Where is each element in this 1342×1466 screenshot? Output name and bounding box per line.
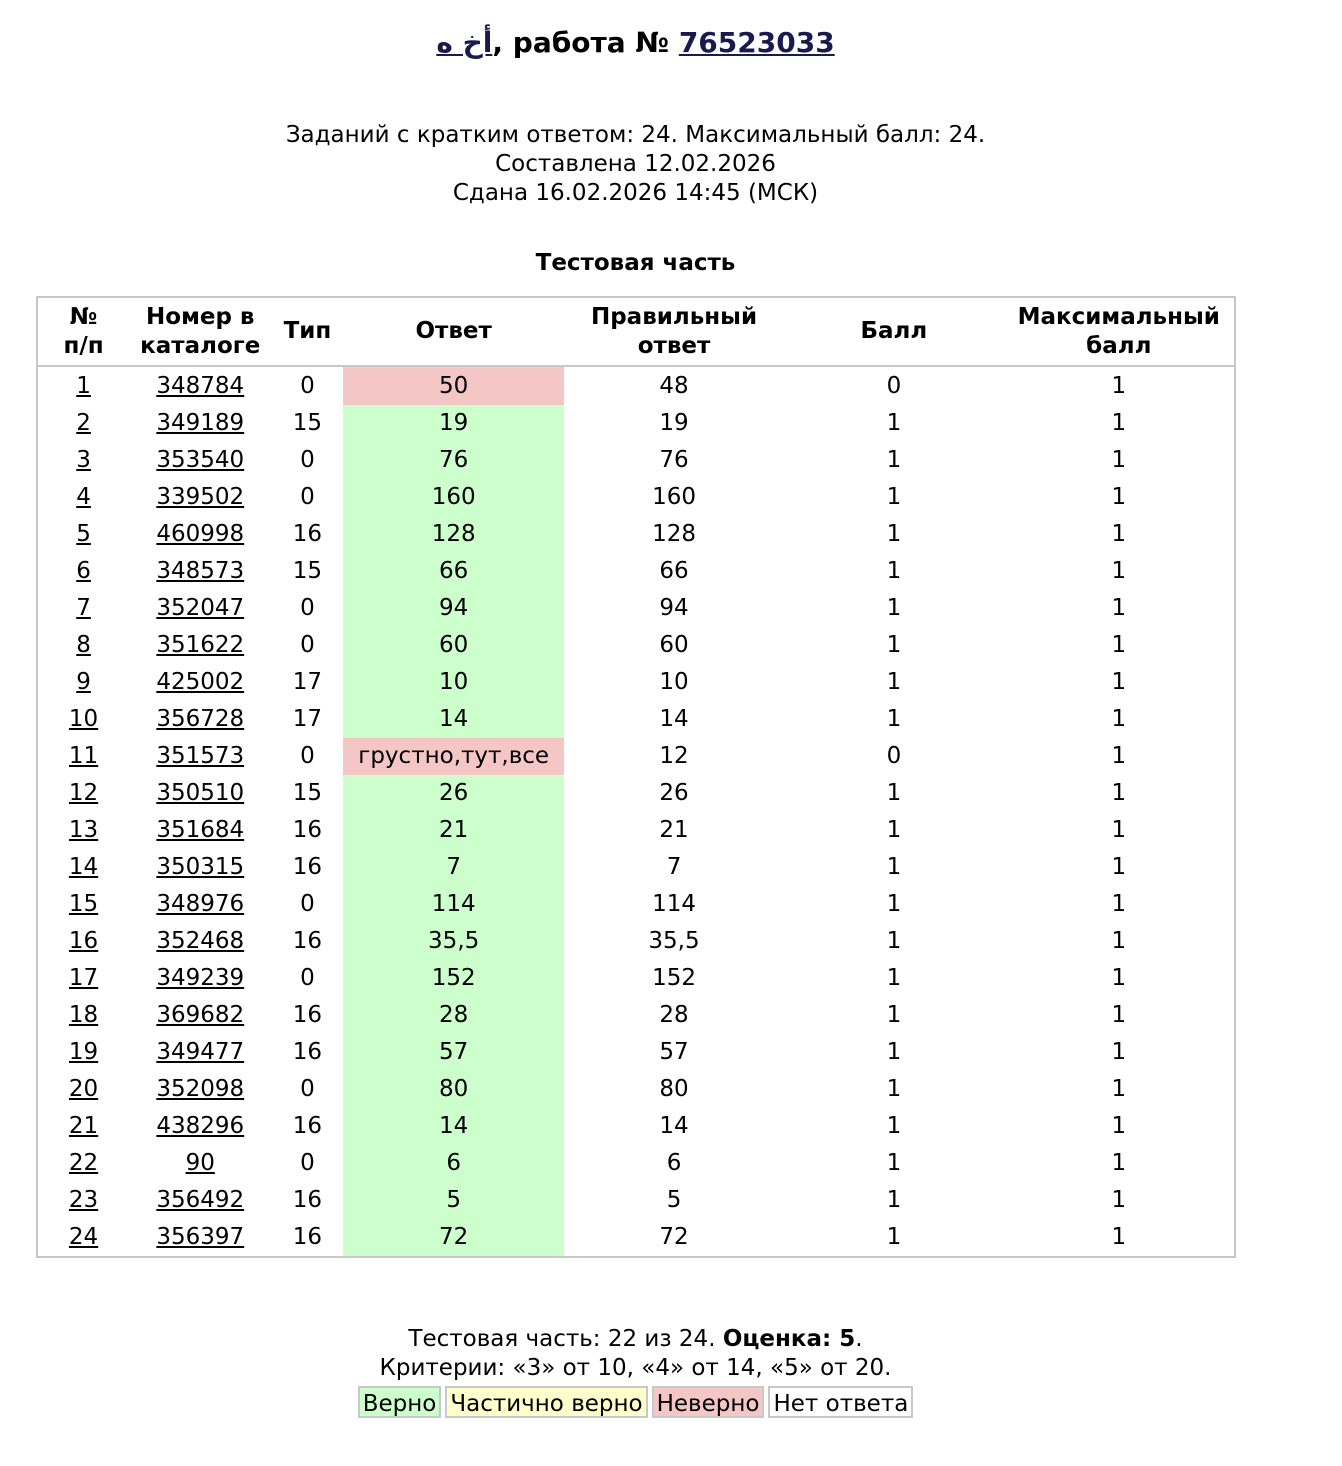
cell-score: 1 xyxy=(886,1187,902,1213)
cell-correct-answer: 66 xyxy=(659,558,689,584)
table-row xyxy=(37,1108,1235,1145)
cell-type: 16 xyxy=(292,1224,323,1250)
table-row xyxy=(37,627,1235,664)
cell-num-link[interactable]: 5 xyxy=(76,521,91,547)
cell-max-score: 1 xyxy=(1111,965,1127,991)
cell-num xyxy=(37,738,129,775)
cell-answer: 10 xyxy=(343,664,563,701)
cell-catalog-link[interactable]: 351684 xyxy=(156,817,245,843)
cell-catalog-link[interactable]: 352098 xyxy=(156,1076,245,1102)
cell-type: 0 xyxy=(300,743,315,769)
cell-score: 1 xyxy=(886,669,902,695)
cell-catalog xyxy=(129,997,271,1034)
cell-answer: 7 xyxy=(343,849,563,886)
header-num: № п/п xyxy=(37,297,129,366)
cell-catalog-link[interactable]: 352047 xyxy=(156,595,245,621)
cell-num xyxy=(37,553,129,590)
cell-num xyxy=(37,1145,129,1182)
cell-num-link[interactable]: 23 xyxy=(68,1187,99,1213)
table-row xyxy=(37,442,1235,479)
cell-correct-answer: 152 xyxy=(652,965,696,991)
cell-max-score: 1 xyxy=(1111,891,1127,917)
cell-catalog xyxy=(129,886,271,923)
cell-max-score: 1 xyxy=(1111,447,1127,473)
cell-num-link[interactable]: 7 xyxy=(76,595,91,621)
cell-answer: 80 xyxy=(343,1071,563,1108)
cell-correct-answer: 10 xyxy=(659,669,689,695)
cell-score: 0 xyxy=(886,743,902,769)
cell-max-score: 1 xyxy=(1111,928,1127,954)
cell-type: 16 xyxy=(292,1002,323,1028)
table-row xyxy=(37,923,1235,960)
summary-criteria: Критерии: «3» от 10, «4» от 14, «5» от 20. xyxy=(379,1355,892,1381)
cell-max-score: 1 xyxy=(1111,780,1127,806)
cell-correct-answer: 80 xyxy=(659,1076,689,1102)
cell-answer: 72 xyxy=(343,1219,563,1257)
cell-type: 0 xyxy=(300,891,315,917)
cell-catalog-link[interactable]: 348784 xyxy=(156,373,245,399)
cell-answer: 19 xyxy=(343,405,563,442)
table-row xyxy=(37,516,1235,553)
cell-max-score: 1 xyxy=(1111,854,1127,880)
table-row xyxy=(37,553,1235,590)
cell-answer: 114 xyxy=(343,886,563,923)
cell-catalog-link[interactable]: 438296 xyxy=(156,1113,245,1139)
cell-score: 1 xyxy=(886,1076,902,1102)
cell-type: 0 xyxy=(300,447,315,473)
cell-catalog-link[interactable]: 353540 xyxy=(156,447,245,473)
cell-answer: 76 xyxy=(343,442,563,479)
cell-type: 17 xyxy=(292,669,323,695)
cell-answer: 14 xyxy=(343,701,563,738)
summary-line xyxy=(0,1325,1271,1354)
page-title xyxy=(0,24,1271,62)
legend-wrong: Неверно xyxy=(652,1386,765,1418)
cell-num-link[interactable]: 2 xyxy=(76,410,91,436)
work-number-link[interactable]: 76523033 xyxy=(678,26,835,59)
cell-num xyxy=(37,590,129,627)
cell-correct-answer: 94 xyxy=(659,595,689,621)
cell-score: 1 xyxy=(886,595,902,621)
cell-num xyxy=(37,366,129,405)
cell-catalog xyxy=(129,664,271,701)
header-answer: Ответ xyxy=(343,297,563,366)
summary xyxy=(0,1325,1271,1383)
cell-num xyxy=(37,516,129,553)
cell-type: 16 xyxy=(292,1039,323,1065)
cell-answer: 26 xyxy=(343,775,563,812)
cell-score: 1 xyxy=(886,706,902,732)
cell-score: 1 xyxy=(886,484,902,510)
table-row xyxy=(37,738,1235,775)
cell-catalog-link[interactable]: 349239 xyxy=(156,965,245,991)
cell-correct-answer: 48 xyxy=(659,373,689,399)
header-correct: Правильный ответ xyxy=(564,297,784,366)
cell-correct-answer: 60 xyxy=(659,632,689,658)
cell-score: 1 xyxy=(886,410,902,436)
cell-num-link[interactable]: 22 xyxy=(68,1150,99,1176)
cell-answer: 60 xyxy=(343,627,563,664)
cell-num xyxy=(37,627,129,664)
cell-answer: 14 xyxy=(343,1108,563,1145)
cell-max-score: 1 xyxy=(1111,743,1127,769)
cell-score: 1 xyxy=(886,1113,902,1139)
cell-catalog xyxy=(129,479,271,516)
cell-catalog-link[interactable]: 350510 xyxy=(156,780,245,806)
table-row xyxy=(37,997,1235,1034)
cell-catalog xyxy=(129,1108,271,1145)
cell-num xyxy=(37,886,129,923)
table-row xyxy=(37,366,1235,405)
cell-answer: грустно,тут,все xyxy=(343,738,563,775)
cell-catalog-link[interactable]: 425002 xyxy=(156,669,245,695)
cell-num-link[interactable]: 19 xyxy=(68,1039,99,1065)
user-name-link[interactable]: أخ ه xyxy=(436,26,493,59)
cell-max-score: 1 xyxy=(1111,706,1127,732)
cell-catalog xyxy=(129,701,271,738)
table-row xyxy=(37,590,1235,627)
cell-catalog xyxy=(129,366,271,405)
cell-num xyxy=(37,1034,129,1071)
cell-catalog-link[interactable]: 356728 xyxy=(156,706,245,732)
cell-max-score: 1 xyxy=(1111,817,1127,843)
cell-type: 15 xyxy=(292,410,323,436)
summary-part-text: Тестовая часть: 22 из 24. xyxy=(408,1326,723,1352)
cell-type: 0 xyxy=(300,595,315,621)
cell-answer: 94 xyxy=(343,590,563,627)
cell-num-link[interactable]: 3 xyxy=(76,447,91,473)
header-type: Тип xyxy=(271,297,343,366)
cell-score: 1 xyxy=(886,1224,902,1250)
cell-correct-answer: 76 xyxy=(659,447,689,473)
table-row xyxy=(37,886,1235,923)
cell-num-link[interactable]: 15 xyxy=(68,891,99,917)
cell-catalog-link[interactable]: 348976 xyxy=(156,891,245,917)
cell-num xyxy=(37,1219,129,1257)
cell-answer: 35,5 xyxy=(343,923,563,960)
cell-catalog-link[interactable]: 351622 xyxy=(156,632,245,658)
cell-catalog xyxy=(129,775,271,812)
info-task-count: Заданий с кратким ответом: 24. Максимальный балл: 24. xyxy=(285,122,986,148)
cell-score: 1 xyxy=(886,1002,902,1028)
cell-correct-answer: 160 xyxy=(652,484,696,510)
info-created-date: Составлена 12.02.2026 xyxy=(495,151,776,177)
cell-answer: 5 xyxy=(343,1182,563,1219)
cell-num xyxy=(37,479,129,516)
cell-type: 16 xyxy=(292,521,323,547)
table-row xyxy=(37,1071,1235,1108)
cell-num xyxy=(37,1071,129,1108)
cell-catalog xyxy=(129,516,271,553)
cell-score: 1 xyxy=(886,1039,902,1065)
cell-num xyxy=(37,775,129,812)
cell-score: 1 xyxy=(886,447,902,473)
cell-type: 0 xyxy=(300,1076,315,1102)
table-header-row xyxy=(37,297,1235,366)
cell-num-link[interactable]: 11 xyxy=(68,743,99,769)
cell-num-link[interactable]: 18 xyxy=(68,1002,99,1028)
cell-correct-answer: 21 xyxy=(659,817,689,843)
table-row xyxy=(37,1219,1235,1257)
cell-num xyxy=(37,701,129,738)
table-row xyxy=(37,812,1235,849)
cell-catalog xyxy=(129,405,271,442)
cell-correct-answer: 72 xyxy=(659,1224,689,1250)
cell-type: 16 xyxy=(292,1187,323,1213)
cell-catalog xyxy=(129,1034,271,1071)
summary-grade-suffix: . xyxy=(855,1326,863,1352)
cell-catalog xyxy=(129,1219,271,1257)
cell-num-link[interactable]: 9 xyxy=(76,669,91,695)
cell-type: 17 xyxy=(292,706,323,732)
cell-num xyxy=(37,923,129,960)
cell-num-link[interactable]: 20 xyxy=(68,1076,99,1102)
legend-none: Нет ответа xyxy=(768,1386,913,1418)
cell-answer: 28 xyxy=(343,997,563,1034)
cell-type: 0 xyxy=(300,965,315,991)
cell-score: 1 xyxy=(886,1150,902,1176)
cell-catalog-link[interactable]: 352468 xyxy=(156,928,245,954)
cell-correct-answer: 26 xyxy=(659,780,689,806)
section-title: Тестовая часть xyxy=(535,250,736,276)
cell-num xyxy=(37,1182,129,1219)
cell-catalog xyxy=(129,1071,271,1108)
cell-num xyxy=(37,664,129,701)
cell-num-link[interactable]: 24 xyxy=(68,1224,99,1250)
cell-catalog xyxy=(129,923,271,960)
cell-max-score: 1 xyxy=(1111,1039,1127,1065)
header-max: Максимальный балл xyxy=(1004,297,1235,366)
cell-num xyxy=(37,960,129,997)
cell-type: 16 xyxy=(292,854,323,880)
table-row xyxy=(37,664,1235,701)
cell-num xyxy=(37,405,129,442)
cell-correct-answer: 19 xyxy=(659,410,689,436)
cell-max-score: 1 xyxy=(1111,558,1127,584)
cell-type: 0 xyxy=(300,632,315,658)
cell-score: 1 xyxy=(886,965,902,991)
cell-num-link[interactable]: 10 xyxy=(68,706,99,732)
cell-max-score: 1 xyxy=(1111,410,1127,436)
cell-max-score: 1 xyxy=(1111,484,1127,510)
cell-max-score: 1 xyxy=(1111,632,1127,658)
cell-type: 0 xyxy=(300,1150,315,1176)
cell-num-link[interactable]: 8 xyxy=(76,632,91,658)
cell-catalog-link[interactable]: 348573 xyxy=(156,558,245,584)
cell-answer: 128 xyxy=(343,516,563,553)
legend xyxy=(0,1386,1271,1418)
cell-correct-answer: 128 xyxy=(652,521,696,547)
cell-catalog xyxy=(129,960,271,997)
table-row xyxy=(37,849,1235,886)
table-row xyxy=(37,701,1235,738)
table-row xyxy=(37,1182,1235,1219)
cell-max-score: 1 xyxy=(1111,1187,1127,1213)
cell-score: 1 xyxy=(886,632,902,658)
legend-partial: Частично верно xyxy=(445,1386,647,1418)
work-info xyxy=(0,121,1271,208)
title-text: , работа № xyxy=(492,26,679,59)
cell-num-link[interactable]: 6 xyxy=(76,558,91,584)
cell-type: 0 xyxy=(300,484,315,510)
cell-answer: 50 xyxy=(343,366,563,405)
cell-num xyxy=(37,997,129,1034)
cell-correct-answer: 114 xyxy=(652,891,696,917)
cell-max-score: 1 xyxy=(1111,595,1127,621)
cell-num xyxy=(37,812,129,849)
cell-catalog-link[interactable]: 339502 xyxy=(156,484,245,510)
cell-catalog xyxy=(129,442,271,479)
cell-correct-answer: 14 xyxy=(659,706,689,732)
cell-num xyxy=(37,1108,129,1145)
cell-catalog xyxy=(129,849,271,886)
info-submitted-date: Сдана 16.02.2026 14:45 (МСК) xyxy=(452,180,819,206)
cell-score: 1 xyxy=(886,817,902,843)
cell-catalog-link[interactable]: 356492 xyxy=(156,1187,245,1213)
table-body xyxy=(37,366,1235,1257)
cell-catalog-link[interactable]: 90 xyxy=(185,1150,215,1176)
cell-catalog-link[interactable]: 349477 xyxy=(156,1039,245,1065)
cell-correct-answer: 6 xyxy=(666,1150,682,1176)
cell-score: 0 xyxy=(886,373,902,399)
cell-answer: 152 xyxy=(343,960,563,997)
table-row xyxy=(37,405,1235,442)
cell-catalog xyxy=(129,738,271,775)
cell-catalog-link[interactable]: 349189 xyxy=(156,410,245,436)
cell-max-score: 1 xyxy=(1111,1224,1127,1250)
cell-catalog-link[interactable]: 350315 xyxy=(156,854,245,880)
cell-max-score: 1 xyxy=(1111,1150,1127,1176)
cell-max-score: 1 xyxy=(1111,373,1127,399)
cell-correct-answer: 35,5 xyxy=(648,928,700,954)
cell-catalog xyxy=(129,812,271,849)
cell-catalog-link[interactable]: 369682 xyxy=(156,1002,245,1028)
cell-correct-answer: 57 xyxy=(659,1039,689,1065)
cell-answer: 6 xyxy=(343,1145,563,1182)
cell-type: 16 xyxy=(292,928,323,954)
results-table xyxy=(36,296,1236,1258)
cell-type: 16 xyxy=(292,817,323,843)
cell-correct-answer: 12 xyxy=(659,743,689,769)
cell-catalog-link[interactable]: 460998 xyxy=(156,521,245,547)
cell-num xyxy=(37,849,129,886)
cell-score: 1 xyxy=(886,891,902,917)
cell-type: 15 xyxy=(292,558,323,584)
cell-max-score: 1 xyxy=(1111,521,1127,547)
cell-catalog xyxy=(129,553,271,590)
cell-num-link[interactable]: 16 xyxy=(68,928,99,954)
table-row xyxy=(37,479,1235,516)
cell-num-link[interactable]: 13 xyxy=(68,817,99,843)
cell-num-link[interactable]: 12 xyxy=(68,780,99,806)
cell-num-link[interactable]: 4 xyxy=(76,484,91,510)
table-row xyxy=(37,960,1235,997)
table-row xyxy=(37,1145,1235,1182)
table-row xyxy=(37,775,1235,812)
legend-correct: Верно xyxy=(358,1386,442,1418)
cell-correct-answer: 7 xyxy=(666,854,682,880)
cell-max-score: 1 xyxy=(1111,1002,1127,1028)
cell-max-score: 1 xyxy=(1111,1076,1127,1102)
cell-num-link[interactable]: 17 xyxy=(68,965,99,991)
cell-num-link[interactable]: 14 xyxy=(68,854,99,880)
cell-answer: 66 xyxy=(343,553,563,590)
table-row xyxy=(37,1034,1235,1071)
cell-answer: 57 xyxy=(343,1034,563,1071)
cell-num-link[interactable]: 1 xyxy=(76,373,91,399)
cell-answer: 160 xyxy=(343,479,563,516)
cell-num xyxy=(37,442,129,479)
cell-type: 15 xyxy=(292,780,323,806)
cell-num-link[interactable]: 21 xyxy=(68,1113,99,1139)
cell-score: 1 xyxy=(886,558,902,584)
cell-correct-answer: 28 xyxy=(659,1002,689,1028)
cell-score: 1 xyxy=(886,928,902,954)
cell-max-score: 1 xyxy=(1111,669,1127,695)
cell-max-score: 1 xyxy=(1111,1113,1127,1139)
header-catalog: Номер в каталоге xyxy=(129,297,271,366)
cell-answer: 21 xyxy=(343,812,563,849)
cell-catalog xyxy=(129,1145,271,1182)
cell-type: 16 xyxy=(292,1113,323,1139)
cell-score: 1 xyxy=(886,780,902,806)
cell-catalog-link[interactable]: 351573 xyxy=(156,743,245,769)
cell-correct-answer: 5 xyxy=(666,1187,682,1213)
summary-grade: Оценка: 5 xyxy=(722,1326,856,1352)
cell-correct-answer: 14 xyxy=(659,1113,689,1139)
header-score: Балл xyxy=(784,297,1003,366)
cell-catalog xyxy=(129,627,271,664)
cell-score: 1 xyxy=(886,521,902,547)
cell-catalog xyxy=(129,590,271,627)
cell-catalog xyxy=(129,1182,271,1219)
cell-catalog-link[interactable]: 356397 xyxy=(156,1224,245,1250)
cell-type: 0 xyxy=(300,373,315,399)
cell-score: 1 xyxy=(886,854,902,880)
